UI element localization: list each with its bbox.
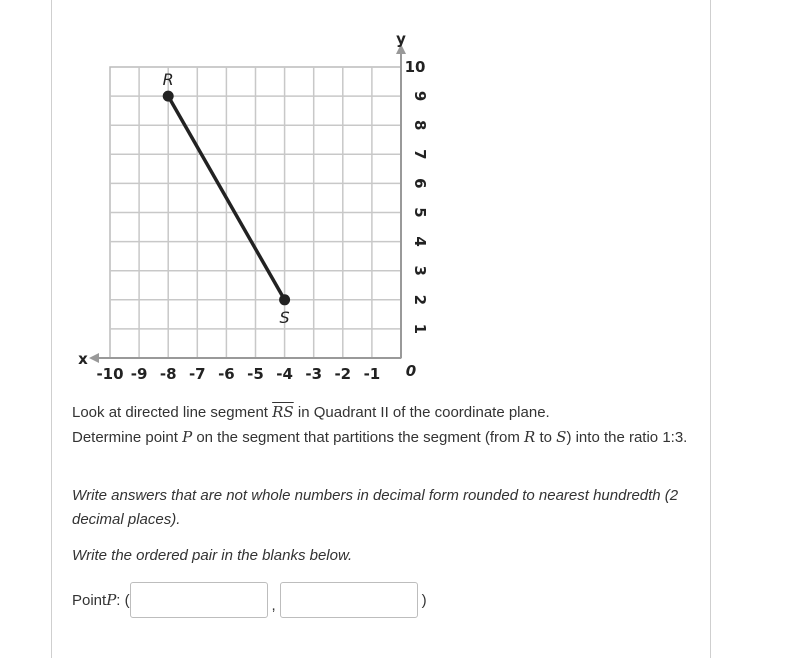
y-tick-label: 10	[404, 58, 426, 76]
y-tick-label: 8	[411, 119, 429, 131]
point-s-label: S	[279, 307, 290, 327]
answer-row	[72, 581, 427, 619]
var-r: R	[524, 428, 536, 446]
y-tick-label: 2	[411, 294, 429, 306]
x-tick-label: -10	[96, 365, 124, 383]
question-line1-end: in Quadrant II of the coordinate plane.	[293, 404, 550, 421]
x-tick-labels	[96, 365, 380, 383]
question-text	[72, 400, 702, 450]
x-tick-label: -5	[247, 365, 264, 383]
point-s	[279, 294, 290, 305]
y-tick-label: 1	[411, 323, 429, 335]
y-coordinate-input[interactable]	[280, 582, 418, 618]
question-line1-start: Look at directed line segment	[72, 404, 273, 421]
x-tick-label: -9	[130, 365, 148, 383]
y-tick-label: 9	[411, 90, 429, 102]
question-line2-mid: on the segment that partitions the segment (from	[192, 429, 524, 446]
x-tick-label: -7	[188, 365, 206, 383]
origin-label: 0	[405, 362, 417, 380]
segment-rs-label: $\overline{RS}$	[272, 403, 294, 421]
y-tick-label: 3	[411, 265, 429, 276]
y-axis-label: y	[396, 30, 406, 48]
var-s: S	[556, 428, 567, 446]
axes	[78, 30, 416, 380]
answer-var-p: P	[106, 591, 117, 609]
answer-close: )	[421, 591, 427, 609]
y-tick-label: 7	[411, 149, 429, 160]
point-r-label: R	[162, 70, 174, 90]
x-axis-label: x	[78, 350, 88, 368]
answer-open: : (	[116, 591, 130, 609]
x-tick-label: -4	[276, 365, 293, 383]
x-axis-arrow	[89, 353, 99, 363]
x-coordinate-input[interactable]	[130, 582, 268, 618]
x-tick-label: -1	[363, 365, 381, 383]
question-line2-start: Determine point	[72, 429, 183, 446]
point-r	[163, 91, 174, 102]
x-tick-label: -2	[334, 365, 352, 383]
question-line2-to: to	[535, 429, 557, 446]
y-tick-label: 5	[411, 207, 429, 218]
instruction-rounding: Write answers that are not whole numbers in decimal form rounded to nearest hundredth (2 decimal places).	[72, 487, 679, 528]
y-tick-labels	[405, 58, 429, 334]
answer-prefix: Point	[72, 591, 107, 609]
x-tick-label: -6	[218, 365, 235, 383]
var-p: P	[182, 428, 193, 446]
instruction-ordered-pair: Write the ordered pair in the blanks below.	[72, 547, 353, 564]
x-tick-label: -8	[159, 365, 177, 383]
answer-comma: ,	[271, 596, 276, 614]
x-tick-label: -3	[305, 365, 323, 383]
grid	[110, 67, 401, 358]
y-tick-label: 4	[411, 236, 429, 247]
question-line2-end: ) into the ratio 1:3.	[566, 429, 688, 446]
y-tick-label: 6	[411, 178, 429, 189]
